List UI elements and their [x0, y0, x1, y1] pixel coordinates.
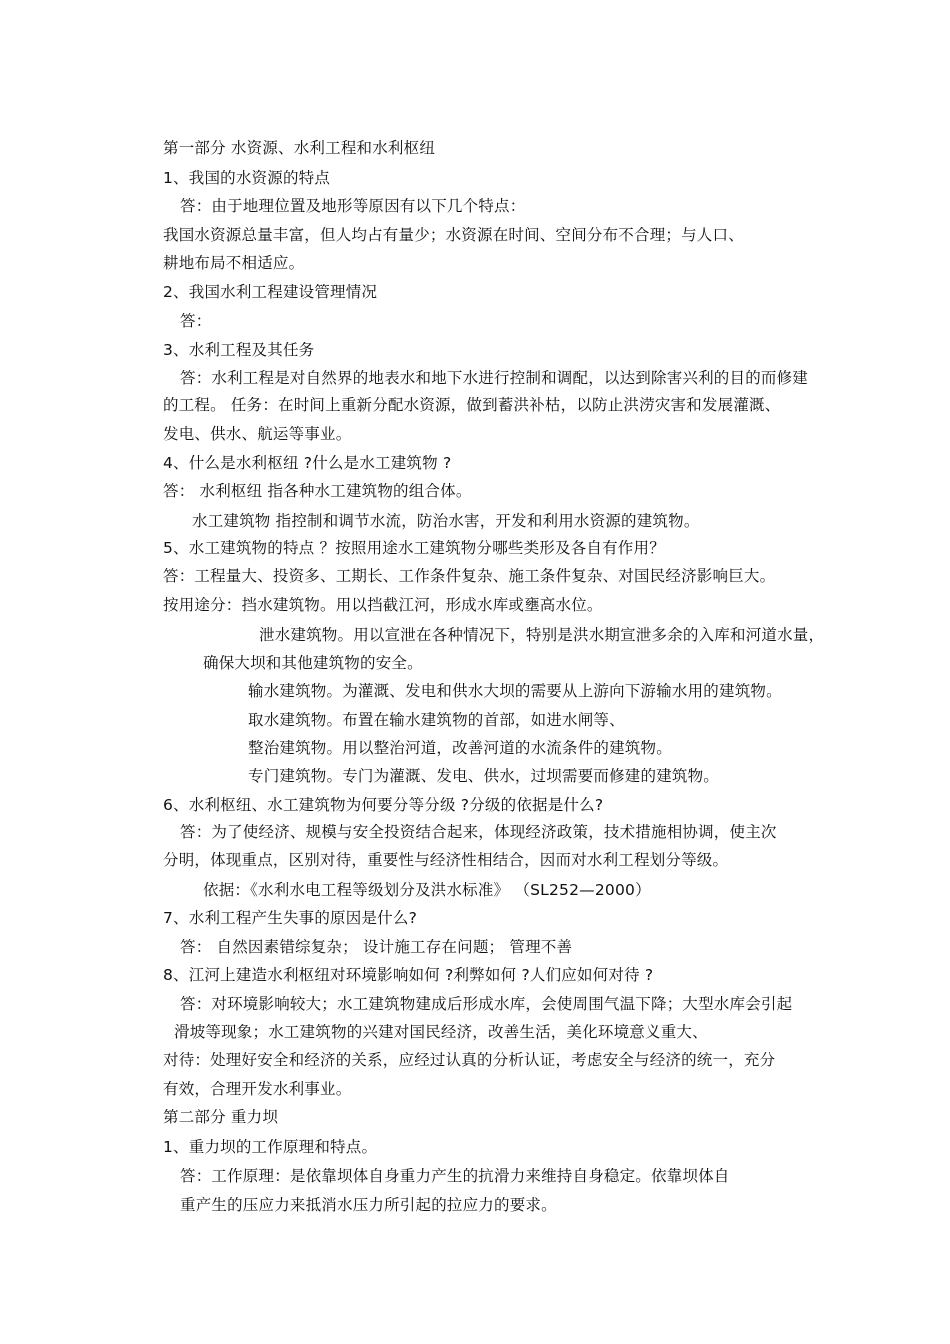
answer-4-line-1: 答： 水利枢纽 指各种水工建筑物的组合体。	[163, 482, 472, 500]
question-1: 1、我国的水资源的特点	[163, 169, 331, 187]
answer-8-line-4: 有效，合理开发水利事业。	[163, 1080, 352, 1098]
answer-6-line-3: 依据：《水利水电工程等级划分及洪水标准》 （SL252—2000）	[203, 881, 651, 899]
question-4: 4、什么是水利枢纽 ?什么是水工建筑物 ?	[163, 454, 452, 472]
answer-5-line-4: 确保大坝和其他建筑物的安全。	[203, 654, 423, 672]
answer-5-line-8: 专门建筑物。专门为灌溉、发电、供水，过坝需要而修建的建筑物。	[248, 767, 720, 785]
answer-1-line-3: 耕地布局不相适应。	[163, 254, 305, 272]
answer-1-line-1: 答：由于地理位置及地形等原因有以下几个特点：	[180, 197, 526, 215]
answer-1-line-2: 我国水资源总量丰富，但人均占有量少；水资源在时间、空间分布不合理；与人口、	[163, 226, 744, 244]
answer-5-line-7: 整治建筑物。用以整治河道，改善河道的水流条件的建筑物。	[248, 739, 672, 757]
part-1-heading: 第一部分 水资源、水利工程和水利枢纽	[163, 139, 436, 157]
question-2-1: 1、重力坝的工作原理和特点。	[163, 1138, 378, 1156]
answer-3-line-1: 答：水利工程是对自然界的地表水和地下水进行控制和调配，以达到除害兴利的目的而修建	[180, 369, 809, 387]
answer-3-line-3: 发电、供水、航运等事业。	[163, 425, 352, 443]
question-2: 2、我国水利工程建设管理情况	[163, 283, 378, 301]
answer-5-line-5: 输水建筑物。为灌溉、发电和供水大坝的需要从上游向下游输水用的建筑物。	[248, 682, 782, 700]
question-6: 6、水利枢纽、水工建筑物为何要分等分级 ?分级的依据是什么?	[163, 796, 604, 814]
question-7: 7、水利工程产生失事的原因是什么?	[163, 909, 417, 927]
answer-2: 答：	[180, 312, 212, 330]
answer-5-line-6: 取水建筑物。布置在输水建筑物的首部，如进水闸等、	[248, 711, 625, 729]
question-3: 3、水利工程及其任务	[163, 341, 315, 359]
answer-7: 答： 自然因素错综复杂； 设计施工存在问题； 管理不善	[180, 938, 573, 956]
answer-6-line-2: 分明，体现重点，区别对待，重要性与经济性相结合，因而对水利工程划分等级。	[163, 851, 729, 869]
answer-2-1-line-2: 重产生的压应力来抵消水压力所引起的拉应力的要求。	[180, 1196, 557, 1214]
part-2-heading: 第二部分 重力坝	[163, 1108, 279, 1126]
answer-2-1-line-1: 答：工作原理：是依靠坝体自身重力产生的抗滑力来维持自身稳定。依靠坝体自	[180, 1167, 730, 1185]
answer-8-line-1: 答：对环境影响较大；水工建筑物建成后形成水库，会使周围气温下降；大型水库会引起	[180, 995, 793, 1013]
answer-6-line-1: 答：为了使经济、规模与安全投资结合起来，体现经济政策，技术措施相协调，使主次	[180, 823, 777, 841]
question-5: 5、水工建筑物的特点 ？按照用途水工建筑物分哪些类形及各自有作用？	[163, 539, 665, 557]
answer-3-line-2: 的工程。 任务：在时间上重新分配水资源，做到蓄洪补枯，以防止洪涝灾害和发展灌溉、	[163, 396, 781, 414]
answer-4-line-2: 水工建筑物 指控制和调节水流，防治水害，开发和利用水资源的建筑物。	[192, 512, 700, 530]
answer-5-line-3: 泄水建筑物。用以宣泄在各种情况下，特别是洪水期宣泄多余的入库和河道水量，	[259, 626, 825, 644]
question-8: 8、江河上建造水利枢纽对环境影响如何 ?利弊如何 ?人们应如何对待 ?	[163, 966, 654, 984]
answer-5-line-2: 按用途分：挡水建筑物。用以挡截江河，形成水库或壅高水位。	[163, 596, 603, 614]
answer-5-line-1: 答：工程量大、投资多、工期长、工作条件复杂、施工条件复杂、对国民经济影响巨大。	[163, 567, 776, 585]
answer-8-line-2: 滑坡等现象；水工建筑物的兴建对国民经济，改善生活，美化环境意义重大、	[174, 1023, 708, 1041]
answer-8-line-3: 对待：处理好安全和经济的关系，应经过认真的分析认证，考虑安全与经济的统一，充分	[163, 1051, 776, 1069]
